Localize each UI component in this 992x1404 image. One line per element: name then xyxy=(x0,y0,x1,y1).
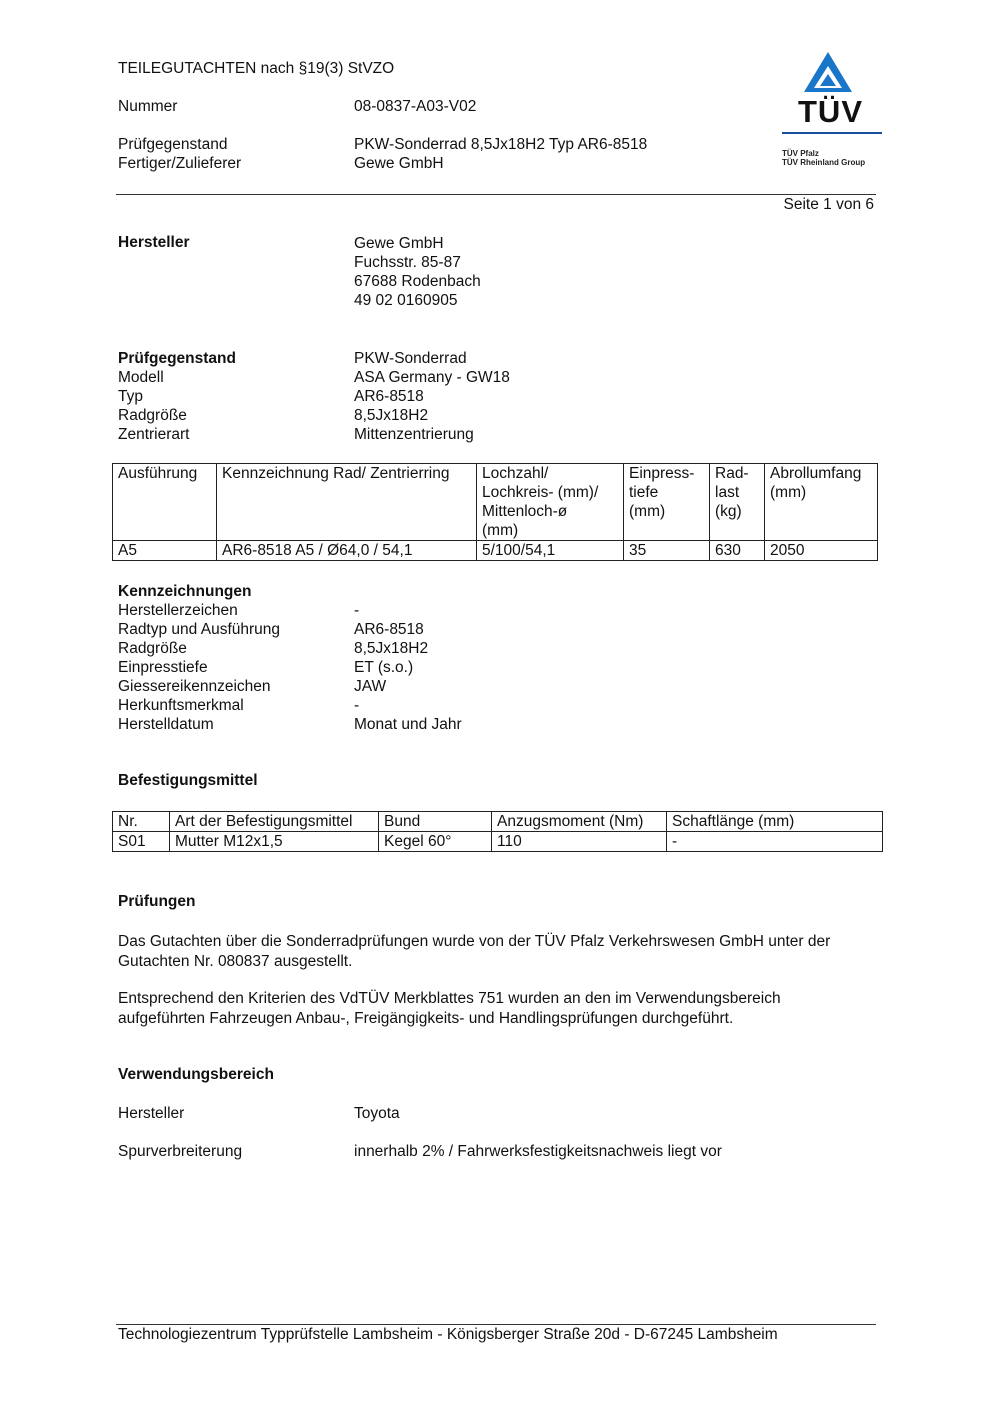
radgroesse-label: Radgröße xyxy=(118,407,187,424)
pruefgegenstand-values xyxy=(354,349,510,444)
table-row xyxy=(113,541,878,561)
befestigung-table xyxy=(112,811,883,852)
kz-value: - xyxy=(354,697,360,714)
zentrierart-label: Zentrierart xyxy=(118,426,190,443)
nummer-label: Nummer xyxy=(118,98,178,115)
document-title: TEILEGUTACHTEN nach §19(3) StVZO xyxy=(118,60,395,77)
table-header-cell: Nr. xyxy=(113,812,170,832)
kz-label: Radtyp und Ausführung xyxy=(118,621,281,638)
pruefgegenstand-title-value: PKW-Sonderrad xyxy=(354,350,467,367)
variant-table xyxy=(112,463,878,561)
table-header-cell: Bund xyxy=(379,812,492,832)
hersteller-heading: Hersteller xyxy=(118,234,190,251)
kz-label: Herkunftsmerkmal xyxy=(118,697,244,714)
tuev-brand-text: TÜV xyxy=(798,94,863,129)
kennzeichnungen-labels xyxy=(118,582,280,734)
table-header-cell: Kennzeichnung Rad/ Zentrierring xyxy=(217,464,477,541)
zentrierart-value: Mittenzentrierung xyxy=(354,426,474,443)
table-cell: Mutter M12x1,5 xyxy=(170,832,379,852)
table-cell: 110 xyxy=(492,832,667,852)
page-info: Seite 1 von 6 xyxy=(783,196,874,213)
table-cell: 5/100/54,1 xyxy=(477,541,624,561)
kz-value: 8,5Jx18H2 xyxy=(354,640,429,657)
header-line: Lochkreis- (mm)/ xyxy=(482,484,599,501)
logo-line1: TÜV Pfalz xyxy=(782,149,819,158)
footer-text: Technologiezentrum Typprüfstelle Lambsheim - Königsberger Straße 20d - D-67245 Lambsheim xyxy=(118,1326,778,1343)
hersteller-address xyxy=(354,234,481,310)
hersteller-line: Gewe GmbH xyxy=(354,235,444,252)
header-line: last xyxy=(715,484,740,501)
table-cell: A5 xyxy=(113,541,217,561)
footer-divider xyxy=(116,1324,876,1325)
hersteller-line: Fuchsstr. 85-87 xyxy=(354,254,461,271)
kz-label: Giessereikennzeichen xyxy=(118,678,271,695)
table-cell: - xyxy=(667,832,883,852)
table-header-cell: Ausführung xyxy=(113,464,217,541)
header-line: Einpress- xyxy=(629,465,695,482)
pruefgegenstand-labels xyxy=(118,349,236,444)
pruefungen-heading: Prüfungen xyxy=(118,893,196,910)
header-line: Mittenloch-ø xyxy=(482,503,568,520)
kz-label: Einpresstiefe xyxy=(118,659,208,676)
header-line: Lochzahl/ xyxy=(482,465,549,482)
radgroesse-value: 8,5Jx18H2 xyxy=(354,407,429,424)
table-cell: 630 xyxy=(710,541,765,561)
kz-value: - xyxy=(354,602,360,619)
header-line: Abrollumfang xyxy=(770,465,862,482)
pruefungen-paragraph-2: Entsprechend den Kriterien des VdTÜV Merkblattes 751 wurden an den im Verwendungsbereich aufgeführten Fahrzeugen Anbau-, Freigängigkeits- und Handlingsprüfungen durchgeführt. xyxy=(118,990,781,1027)
header-line: (mm) xyxy=(770,484,807,501)
table-cell: 35 xyxy=(624,541,710,561)
fertiger-value: Gewe GmbH xyxy=(354,155,444,172)
tuev-logo xyxy=(768,50,888,170)
kz-value: ET (s.o.) xyxy=(354,659,414,676)
table-row xyxy=(113,832,883,852)
verwendung-heading: Verwendungsbereich xyxy=(118,1066,274,1083)
table-header-cell xyxy=(765,464,878,541)
typ-label: Typ xyxy=(118,388,143,405)
verwendung-hersteller-value: Toyota xyxy=(354,1105,400,1122)
hersteller-line: 67688 Rodenbach xyxy=(354,273,481,290)
verwendung-hersteller-label: Hersteller xyxy=(118,1105,185,1122)
nummer-value: 08-0837-A03-V02 xyxy=(354,98,477,115)
typ-value: AR6-8518 xyxy=(354,388,424,405)
kz-value: AR6-8518 xyxy=(354,621,424,638)
kz-label: Herstelldatum xyxy=(118,716,214,733)
hersteller-line: 49 02 0160905 xyxy=(354,292,458,309)
logo-line2: TÜV Rheinland Group xyxy=(782,158,866,167)
table-header-cell xyxy=(477,464,624,541)
kz-label: Herstellerzeichen xyxy=(118,602,238,619)
table-cell: 2050 xyxy=(765,541,878,561)
kz-label: Radgröße xyxy=(118,640,187,657)
table-cell: Kegel 60° xyxy=(379,832,492,852)
befestigung-heading: Befestigungsmittel xyxy=(118,772,258,789)
table-header-cell: Schaftlänge (mm) xyxy=(667,812,883,832)
pruefgegenstand-heading: Prüfgegenstand xyxy=(118,350,236,367)
header-divider xyxy=(116,194,876,195)
table-header-cell xyxy=(710,464,765,541)
table-cell: AR6-8518 A5 / Ø64,0 / 54,1 xyxy=(217,541,477,561)
header-line: (mm) xyxy=(629,503,666,520)
table-header-cell xyxy=(624,464,710,541)
fertiger-label: Fertiger/Zulieferer xyxy=(118,155,242,172)
modell-value: ASA Germany - GW18 xyxy=(354,369,510,386)
kz-value: Monat und Jahr xyxy=(354,716,462,733)
pruefgegenstand-value: PKW-Sonderrad 8,5Jx18H2 Typ AR6-8518 xyxy=(354,136,648,153)
kennzeichnungen-values xyxy=(354,601,462,734)
table-header-cell: Anzugsmoment (Nm) xyxy=(492,812,667,832)
pruefgegenstand-label: Prüfgegenstand xyxy=(118,136,228,153)
modell-label: Modell xyxy=(118,369,164,386)
header-line: Rad- xyxy=(715,465,749,482)
kz-value: JAW xyxy=(354,678,387,695)
spurverbreiterung-value: innerhalb 2% / Fahrwerksfestigkeitsnachweis liegt vor xyxy=(354,1143,722,1160)
header-line: (kg) xyxy=(715,503,742,520)
table-cell: S01 xyxy=(113,832,170,852)
header-line: (mm) xyxy=(482,522,519,539)
logo-rule xyxy=(782,132,882,134)
kennzeichnungen-heading: Kennzeichnungen xyxy=(118,583,252,600)
table-header-cell: Art der Befestigungsmittel xyxy=(170,812,379,832)
table-header-row xyxy=(113,812,883,832)
pruefungen-paragraph-1: Das Gutachten über die Sonderradprüfungen wurde von der TÜV Pfalz Verkehrswesen GmbH unter der Gutachten Nr. 080837 ausgestellt. xyxy=(118,933,831,970)
table-header-row xyxy=(113,464,878,541)
spurverbreiterung-label: Spurverbreiterung xyxy=(118,1143,243,1160)
header-line: tiefe xyxy=(629,484,659,501)
